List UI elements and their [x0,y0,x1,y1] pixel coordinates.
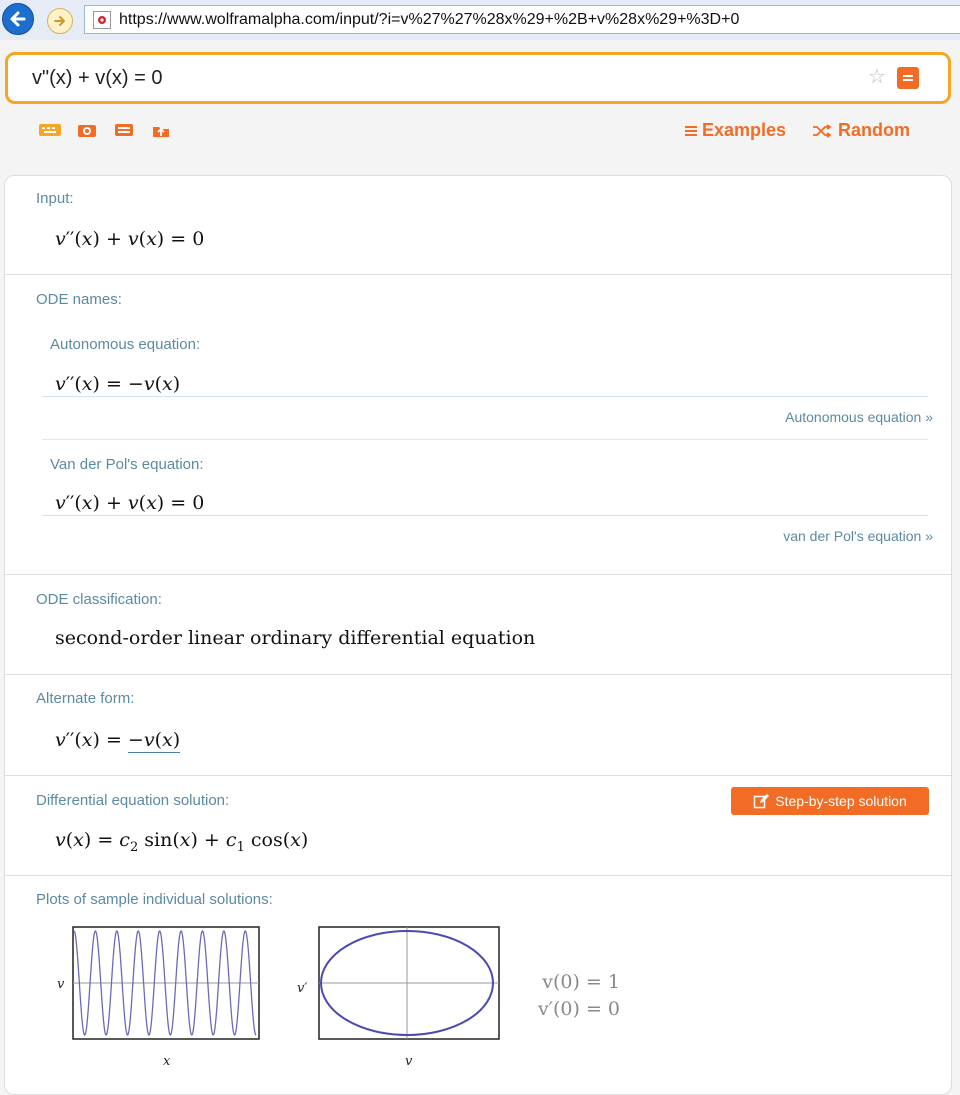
input-tools [38,121,173,139]
divider [42,515,928,516]
pod-title: ODE names: [36,291,122,308]
input-expression[interactable]: v′′(x) + v(x) = 0 [55,228,205,250]
url-text: https://www.wolframalpha.com/input/?i=v%27%27%28x%29+%2B+v%28x%29+%3D+0 [119,11,740,28]
random-label: Random [838,120,910,140]
pod-title: Plots of sample individual solutions: [36,891,273,908]
edit-icon [753,793,769,809]
list-icon [684,124,698,138]
vanderpol-title: Van der Pol's equation: [50,456,204,473]
autonomous-more-link[interactable]: Autonomous equation » [785,409,933,425]
pod-title: Input: [36,190,74,207]
alternate-expression[interactable]: v′′(x) = −v(x) [55,729,181,751]
search-box [5,52,951,104]
alternate-form-pod [5,675,952,776]
site-favicon-icon [93,11,111,29]
step-by-step-label: Step-by-step solution [775,793,907,809]
solution-pod [5,776,952,876]
pod-title: ODE classification: [36,591,162,608]
plots-pod [5,876,952,1095]
data-input-icon[interactable] [112,121,136,139]
step-by-step-button[interactable] [731,787,929,815]
plot2-xlabel: v [405,1054,413,1069]
address-bar[interactable] [84,5,960,34]
divider [42,396,928,397]
results-panel [4,175,952,1095]
shuffle-icon [812,124,832,138]
classification-text[interactable]: second-order linear ordinary differential equation [55,627,536,649]
random-link[interactable] [812,120,910,141]
initial-condition-2: v′(0) = 0 [537,998,620,1020]
examples-link[interactable] [684,120,786,141]
forward-button[interactable] [47,8,73,34]
browser-toolbar [0,0,960,40]
vanderpol-more-link[interactable]: van der Pol's equation » [783,528,933,544]
plot2-ylabel: v′ [297,981,308,996]
vanderpol-expression[interactable]: v′′(x) + v(x) = 0 [55,492,205,514]
divider [42,439,928,440]
file-upload-icon[interactable] [149,121,173,139]
keyboard-icon[interactable] [38,121,62,139]
solution-expression[interactable]: $v(x) = c_2$ $\sin(x) + c_1$ cos(x) [55,829,309,855]
plot1-ylabel: v [57,977,65,992]
search-input[interactable] [32,65,832,91]
pod-title: Differential equation solution: [36,792,230,809]
input-pod [5,176,952,275]
ode-names-pod [5,275,952,575]
examples-label: Examples [702,120,787,140]
compute-button[interactable] [897,67,919,89]
equals-icon [902,72,914,84]
sine-plot[interactable] [72,926,262,1042]
autonomous-expression[interactable]: v′′(x) = −v(x) [55,373,181,395]
camera-icon[interactable] [75,121,99,139]
initial-condition-1: v(0) = 1 [542,971,620,993]
autonomous-title: Autonomous equation: [50,336,201,353]
arrow-left-icon [8,9,28,29]
arrow-right-icon [53,14,67,28]
phase-plot[interactable] [318,926,502,1042]
plot1-xlabel: x [163,1054,171,1069]
back-button[interactable] [2,3,34,35]
classification-pod [5,575,952,675]
star-icon[interactable]: ☆ [868,66,886,88]
pod-title: Alternate form: [36,690,135,707]
